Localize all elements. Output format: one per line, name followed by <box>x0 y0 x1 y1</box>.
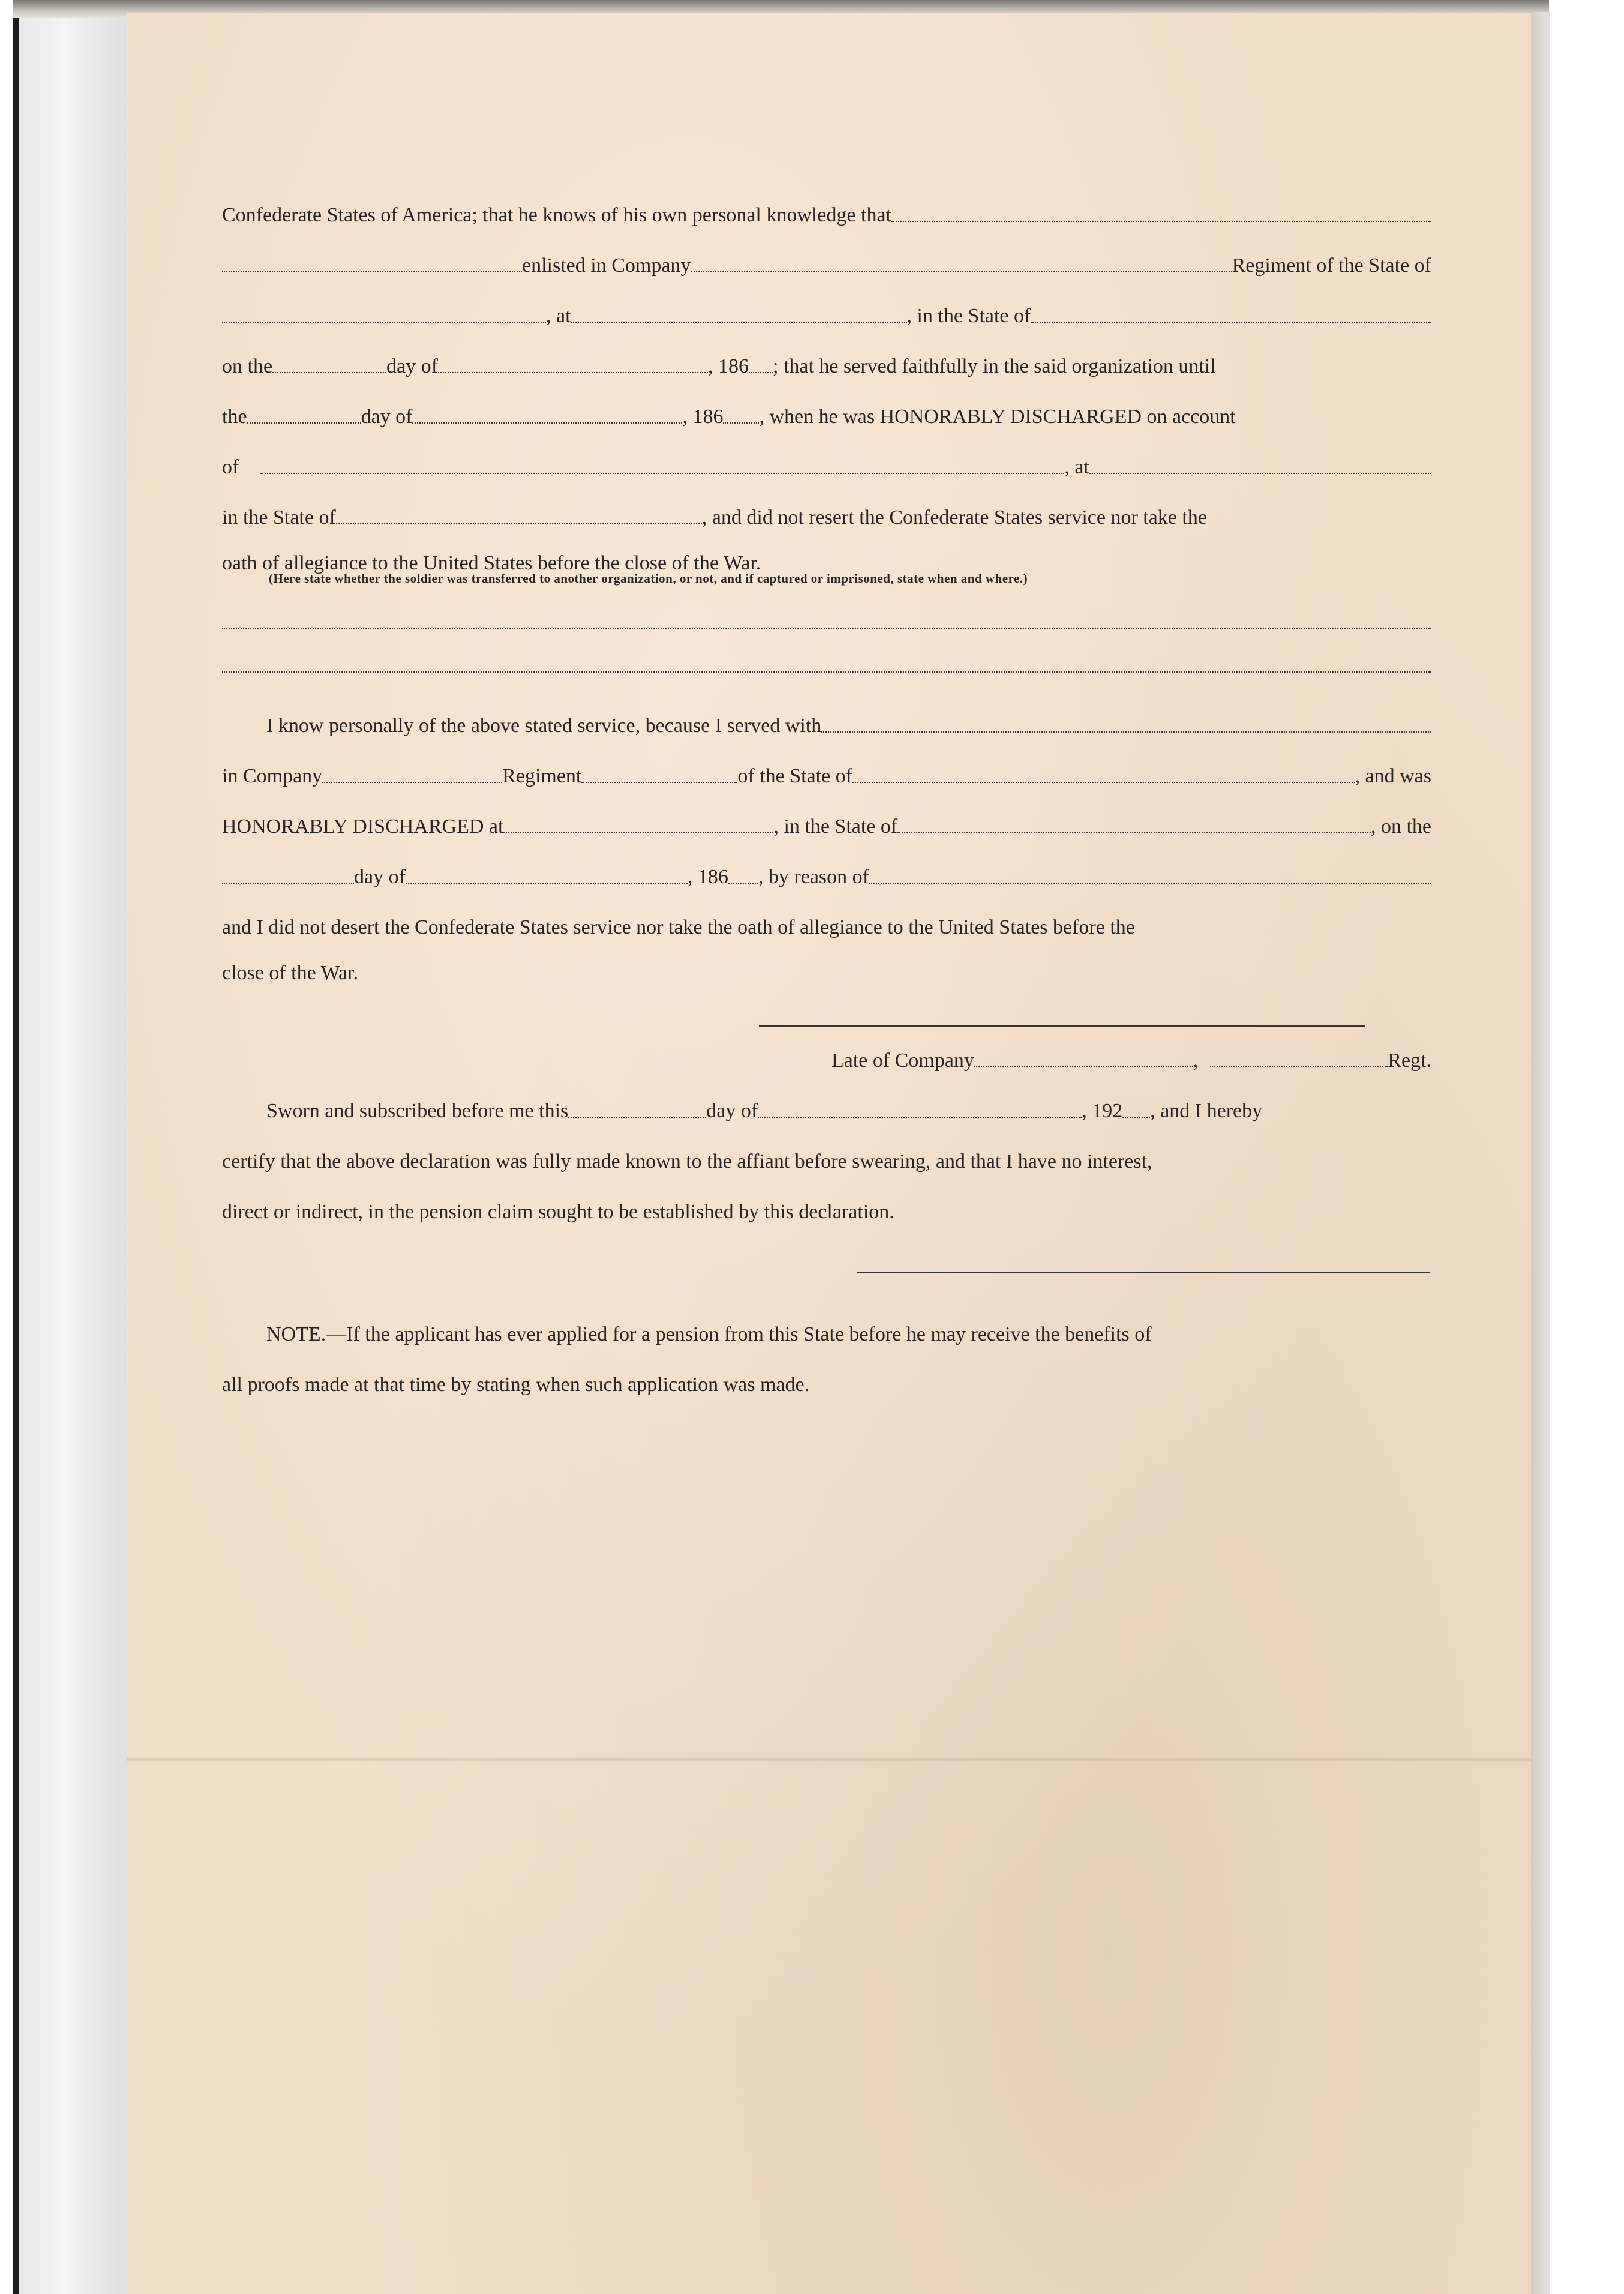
enlist-year-blank[interactable] <box>749 371 773 373</box>
affiant-signature-area <box>222 988 1431 1042</box>
line-text: , in the State of <box>773 815 898 838</box>
p2-line-2 <box>222 741 1431 791</box>
line-text: , in the State of <box>906 305 1031 327</box>
line-text: the <box>222 406 247 428</box>
line-text: , on the <box>1370 815 1431 838</box>
scan-plastic-sleeve <box>19 18 133 2294</box>
affiant-signature-line[interactable] <box>759 1024 1365 1027</box>
line-text: , <box>1193 1049 1199 1072</box>
line-text: of the State of <box>737 765 853 787</box>
official-signature-line[interactable] <box>857 1270 1430 1273</box>
certify-line-1 <box>222 1126 1431 1177</box>
line-text: , 186 <box>687 866 728 888</box>
paper-fold-line <box>127 1757 1531 1762</box>
line-text: , and was <box>1355 765 1431 787</box>
line-text: , by reason of <box>758 866 869 888</box>
form-line-1 <box>222 180 1431 230</box>
transfer-details-line-1[interactable] <box>222 586 1431 629</box>
official-signature-area <box>222 1227 1431 1287</box>
discharge-reason-blank[interactable] <box>260 472 1064 474</box>
soldier-name-blank[interactable] <box>891 220 1431 222</box>
late-regiment-blank[interactable] <box>1210 1065 1388 1067</box>
discharge-state-blank[interactable] <box>336 522 702 524</box>
enlist-place-blank[interactable] <box>571 320 907 323</box>
line-text: in the State of <box>222 506 336 529</box>
comrade-served-with-blank[interactable] <box>821 730 1431 733</box>
p2-line-5 <box>222 892 1431 943</box>
line-text: and I did not desert the Confederate States service nor take the oath of allegiance to the United States before the <box>222 916 1135 938</box>
affiant-company-blank[interactable] <box>322 781 502 783</box>
line-text: , and did not resert the Confederate States service nor take the <box>701 506 1207 529</box>
line-text: , at <box>1064 456 1089 478</box>
line-text: I know personally of the above stated service, because I served with <box>266 715 822 737</box>
certify-line-2 <box>222 1177 1431 1227</box>
sworn-day-blank[interactable] <box>568 1115 706 1118</box>
scan-left-shadow <box>13 18 19 2294</box>
note-line-1 <box>222 1299 1431 1350</box>
line-text: oath of allegiance to the United States before the close of the War. <box>222 552 761 574</box>
line-text: all proofs made at that time by stating when such application was made. <box>222 1374 810 1396</box>
affiant-discharge-place-blank[interactable] <box>503 831 773 833</box>
line-text: , at <box>546 305 571 327</box>
line-text: ; that he served faithfully in the said organization until <box>772 355 1216 377</box>
affiant-discharge-year-blank[interactable] <box>728 881 758 884</box>
affiant-regiment-blank[interactable] <box>581 781 737 783</box>
form-line-4 <box>222 331 1431 382</box>
scan-right-edge <box>1529 12 1550 2294</box>
form-line-5 <box>222 382 1431 432</box>
discharge-month-blank[interactable] <box>412 421 682 424</box>
sworn-month-blank[interactable] <box>758 1115 1082 1118</box>
enlisted-name-blank[interactable] <box>222 270 522 272</box>
company-blank[interactable] <box>691 270 1232 272</box>
line-text: day of <box>361 406 413 428</box>
line-text: day of <box>706 1100 758 1122</box>
line-text: HONORABLY DISCHARGED at <box>222 815 504 838</box>
line-text: Regiment <box>502 765 582 787</box>
discharge-year-blank[interactable] <box>723 421 759 424</box>
line-text: , and I hereby <box>1150 1100 1263 1122</box>
form-line-6 <box>222 432 1431 482</box>
affiant-discharge-state-blank[interactable] <box>897 831 1371 833</box>
note-line-2 <box>222 1350 1431 1400</box>
affiant-discharge-reason-blank[interactable] <box>869 881 1431 884</box>
line-text: certify that the above declaration was fully made known to the affiant before swearing, and that I have no interest, <box>222 1150 1152 1173</box>
p2-line-4 <box>222 842 1431 892</box>
line-text: , 186 <box>682 406 724 428</box>
affiant-state-blank[interactable] <box>852 781 1355 783</box>
line-text: Late of Company <box>831 1049 974 1072</box>
discharge-day-blank[interactable] <box>247 421 361 424</box>
affiant-discharge-month-blank[interactable] <box>406 881 688 884</box>
line-text: , 192 <box>1082 1100 1123 1122</box>
line-text: day of <box>386 355 438 377</box>
p2-line-3 <box>222 791 1431 842</box>
line-text: Sworn and subscribed before me this <box>266 1100 569 1122</box>
form-line-3 <box>222 281 1431 331</box>
p2-line-1 <box>222 691 1431 741</box>
late-of-company-line <box>222 1042 1431 1076</box>
line-text: of <box>222 456 239 478</box>
instruction-note: (Here state whether the soldier was transferred to another organization, or not, and if captured or imprisoned, state when and where.) <box>269 571 1028 586</box>
line-text: direct or indirect, in the pension claim sought to be established by this declaration. <box>222 1201 894 1223</box>
line-text: Confederate States of America; that he knows of his own personal knowledge that <box>222 204 892 226</box>
line-text: close of the War. <box>222 962 359 984</box>
p2-line-6 <box>222 943 1431 988</box>
line-text: Regiment of the State of <box>1232 254 1431 277</box>
line-text: enlisted in Company <box>522 254 691 277</box>
line-text: , 186 <box>707 355 749 377</box>
form-line-2 <box>222 230 1431 281</box>
sworn-line <box>222 1076 1431 1126</box>
enlist-day-blank[interactable] <box>272 371 386 373</box>
line-text: Regt. <box>1388 1049 1431 1072</box>
sworn-year-blank[interactable] <box>1122 1115 1150 1118</box>
late-company-blank[interactable] <box>974 1065 1193 1067</box>
affiant-discharge-day-blank[interactable] <box>222 881 354 884</box>
line-text: day of <box>354 866 406 888</box>
regiment-state-blank[interactable] <box>222 320 546 323</box>
form-line-7 <box>222 482 1431 533</box>
pension-affidavit-form <box>222 180 1431 1400</box>
line-text: in Company <box>222 765 323 787</box>
line-text: NOTE.—If the applicant has ever applied for a pension from this State before he may receive the benefits of <box>266 1323 1152 1345</box>
enlist-state-blank[interactable] <box>1031 320 1431 323</box>
enlist-month-blank[interactable] <box>438 371 708 373</box>
line-text: , when he was HONORABLY DISCHARGED on account <box>759 406 1236 428</box>
line-text: on the <box>222 355 273 377</box>
discharge-place-blank[interactable] <box>1089 472 1431 474</box>
transfer-details-line-2[interactable] <box>222 629 1431 673</box>
